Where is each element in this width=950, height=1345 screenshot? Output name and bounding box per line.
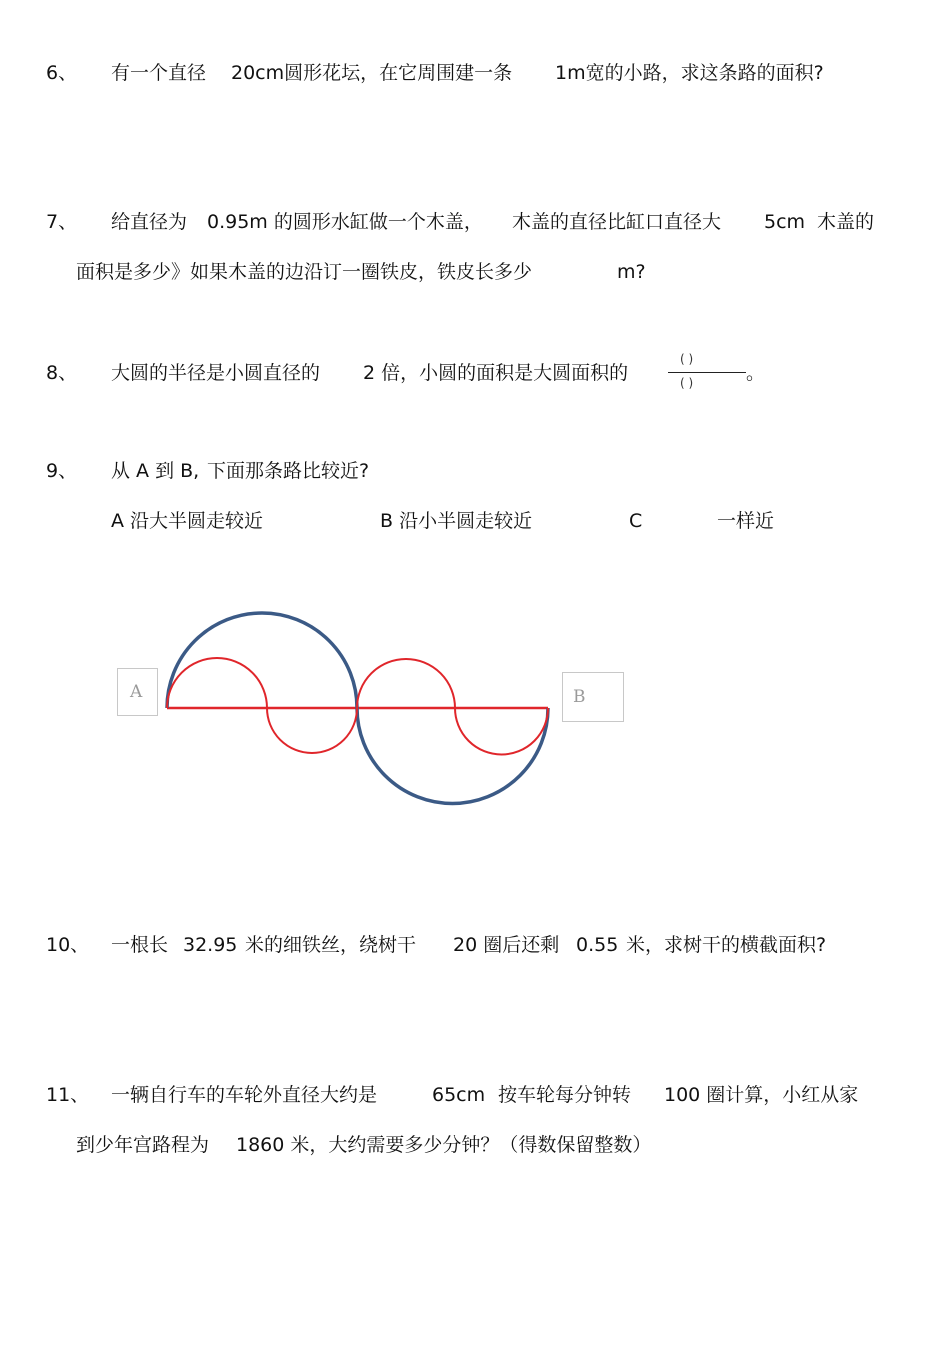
q7-line2-unit: m? (617, 261, 646, 283)
q9-option-b[interactable]: B 沿小半圆走较近 (380, 510, 533, 532)
small-semicircle-4 (455, 708, 548, 755)
q10-text-1: 一根长 (111, 934, 169, 956)
small-semicircle-2 (267, 708, 357, 753)
q10-text-4: 20 圈后还剩 (453, 934, 560, 956)
large-semicircle-upper (167, 613, 357, 708)
q11-line2-text-2: 1860 米，大约需要多少分钟？（得数保留整数） (236, 1134, 652, 1156)
small-semicircle-3 (357, 659, 455, 708)
q9-text-1: 从 A 到 B, (111, 460, 200, 482)
q11-text-3: 按车轮每分钟转 (498, 1084, 632, 1106)
q9-number: 9、 (46, 460, 78, 482)
q7-line2-text: 面积是多少》如果木盖的边沿订一圈铁皮，铁皮长多少 (76, 261, 533, 283)
q10-text-3: 米的细铁丝，绕树干 (245, 934, 417, 956)
q11-number: 11、 (46, 1084, 90, 1106)
q11-text-2: 65cm (432, 1084, 486, 1106)
q7-text-3: 木盖的直径比缸口直径大 (512, 211, 722, 233)
point-a-label: A (130, 682, 143, 702)
q10-text-5: 0.55 (576, 934, 619, 956)
q7-text-2: 0.95m 的圆形水缸做一个木盖， (207, 211, 483, 233)
large-semicircle-lower (357, 708, 548, 803)
q8-tail: 。 (746, 362, 766, 384)
q11-text-1: 一辆自行车的车轮外直径大约是 (111, 1084, 378, 1106)
q7-text-4: 5cm (764, 211, 806, 233)
q8-text-1: 大圆的半径是小圆直径的 (111, 362, 321, 384)
point-b-label: B (573, 687, 586, 707)
q9-option-a[interactable]: A 沿大半圆走较近 (111, 510, 264, 532)
q10-text-6: 米，求树干的横截面积? (626, 934, 827, 956)
q8-text-2: 2 倍，小圆的面积是大圆面积的 (363, 362, 629, 384)
q8-fraction-numerator: ( ) (680, 352, 694, 366)
q9-option-c-text[interactable]: 一样近 (717, 510, 775, 532)
q9-option-c-letter[interactable]: C (629, 510, 643, 532)
q10-text-2: 32.95 (183, 934, 238, 956)
q8-fraction-denominator: ( ) (680, 376, 694, 390)
q9-text-2: 下面那条路比较近? (207, 460, 370, 482)
q6-text-2: 20cm圆形花坛，在它周围建一条 (231, 62, 513, 84)
q7-text-5: 木盖的 (817, 211, 875, 233)
small-semicircle-1 (167, 658, 267, 708)
q10-number: 10、 (46, 934, 90, 956)
q11-line2-text-1: 到少年宫路程为 (76, 1134, 210, 1156)
q7-number: 7、 (46, 211, 78, 233)
q11-text-4: 100 圈计算，小红从家 (664, 1084, 859, 1106)
q6-number: 6、 (46, 62, 78, 84)
q8-number: 8、 (46, 362, 78, 384)
q7-text-1: 给直径为 (111, 211, 188, 233)
q6-text-1: 有一个直径 (111, 62, 207, 84)
q6-text-3: 1m宽的小路，求这条路的面积? (555, 62, 824, 84)
